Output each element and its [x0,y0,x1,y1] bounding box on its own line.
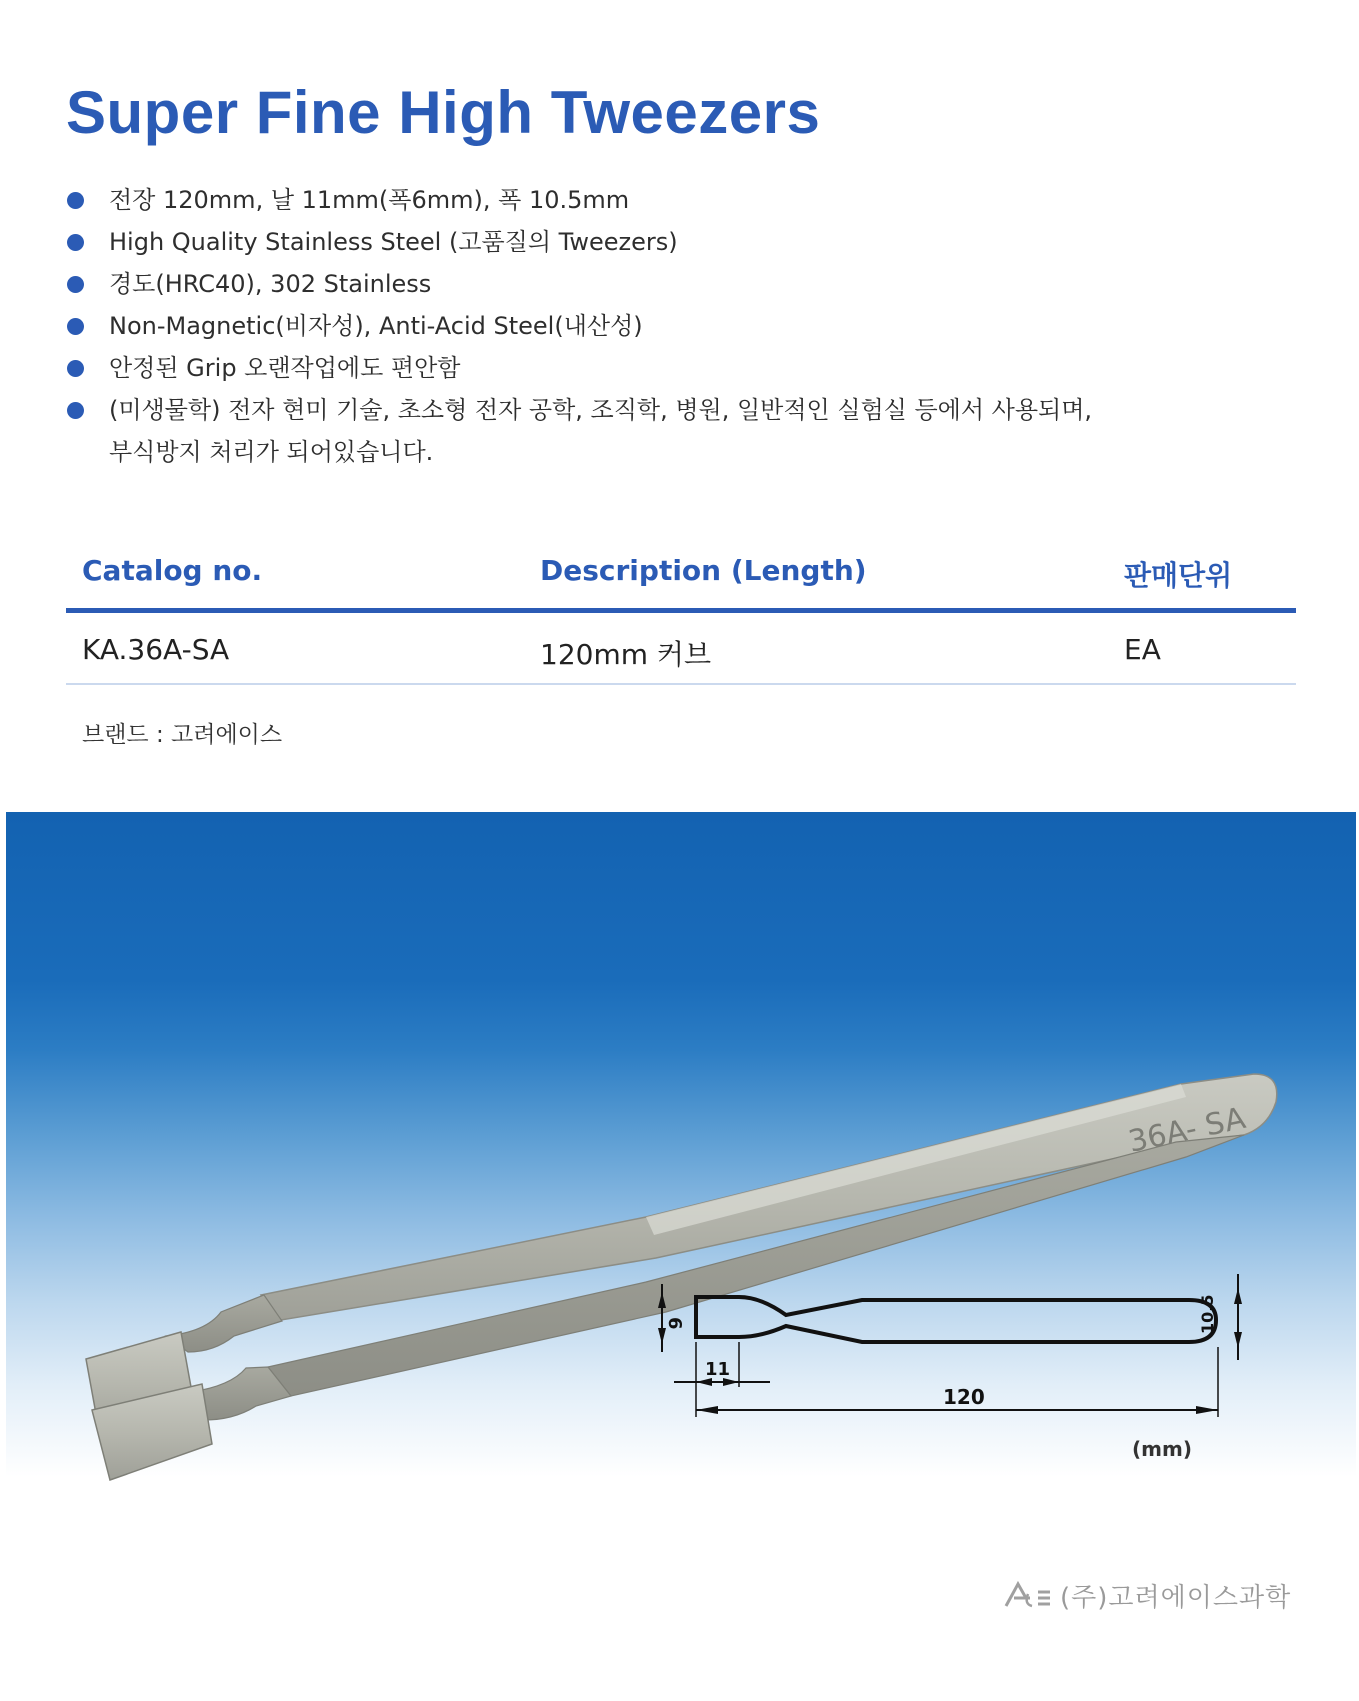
dim-length-label: 120 [943,1385,985,1409]
cell-description: 120mm 커브 [540,638,711,671]
product-table [66,548,1296,685]
bullet-dot [67,402,84,419]
dim-width-label: 6 [664,1317,685,1330]
page-title: Super Fine High Tweezers [66,79,821,146]
col-catalog-no: Catalog no. [82,554,263,587]
tweezers-illustration [6,812,1356,1512]
company-logo [1004,1578,1291,1612]
table-row [66,613,1296,685]
product-image-panel [6,812,1356,1512]
feature-list [66,185,1092,479]
ace-logo-icon [1004,1580,1052,1610]
feature-item: Non-Magnetic(비자성), Anti-Acid Steel(내산성) [66,311,1092,341]
col-description: Description (Length) [540,554,867,587]
feature-item: High Quality Stainless Steel (고품질의 Tweezers) [66,227,1092,257]
bullet-dot [67,360,84,377]
bullet-dot [67,276,84,293]
table-header [66,548,1296,613]
brand-label: 브랜드 : 고려에이스 [82,722,283,748]
bullet-dot [67,192,84,209]
dim-tip-length-label: 11 [705,1359,731,1380]
company-name: (주)고려에이스과학 [1060,1582,1292,1613]
cell-sales-unit: EA [1124,633,1161,666]
col-sales-unit: 판매단위 [1124,559,1233,592]
feature-item: 경도(HRC40), 302 Stainless [66,269,1092,299]
feature-item-continuation: 부식방지 처리가 되어있습니다. [109,438,434,466]
bullet-dot [67,234,84,251]
engraving-text: 36A- SA [1125,1100,1249,1160]
feature-item: (미생물학) 전자 현미 기술, 초소형 전자 공학, 조직학, 병원, 일반적인 실험실 등에서 사용되며, 부식방지 처리가 되어있습니다. [66,395,1092,467]
feature-item: 전장 120mm, 날 11mm(폭6mm), 폭 10.5mm [66,185,1092,215]
dim-unit-label: (mm) [1132,1437,1192,1461]
dim-body-width-label: 10.5 [1198,1294,1217,1334]
cell-catalog-no: KA.36A-SA [82,633,230,666]
feature-item: 안정된 Grip 오랜작업에도 편안함 [66,353,1092,383]
bullet-dot [67,318,84,335]
